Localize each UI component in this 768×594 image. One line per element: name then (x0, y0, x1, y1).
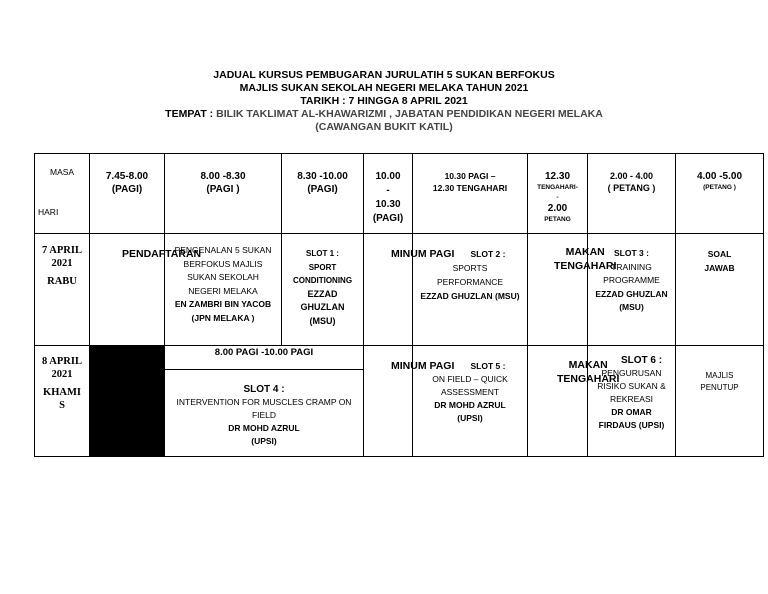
title-line-1: JADUAL KURSUS PEMBUGARAN JURULATIH 5 SUKAN BERFOKUS (213, 69, 555, 81)
table-row-divider (34, 233, 764, 234)
title-line-3: TARIKH : 7 HINGGA 8 APRIL 2021 (300, 95, 468, 107)
day2-time-range: 8.00 PAGI -10.00 PAGI (214, 347, 314, 358)
day1-slot1: SLOT 1 : SPORT CONDITIONING EZZAD GHUZLAN (MSU) (292, 249, 353, 326)
day1-minum-pagi: MINUM PAGI (391, 248, 455, 260)
time-slot-4: 10.00 - 10.30 (PAGI) (372, 171, 404, 224)
col-line (89, 153, 90, 457)
day1-slot3: SLOT 3 : TRAINING PROGRAMME EZZAD GHUZLAN (MSU) (595, 248, 668, 312)
day2-makan-tengahari: MAKAN TENGAHARI (557, 359, 620, 385)
day1-soal-jawab: SOAL JAWAB (704, 249, 735, 273)
time-slot-6: 12.30 TENGAHARI- - 2.00 PETANG (537, 171, 578, 223)
day2-minum-pagi: MINUM PAGI (391, 360, 455, 372)
table-row-divider (34, 345, 764, 346)
time-slot-8: 4.00 -5.00 (PETANG ) (696, 171, 743, 191)
slot4-divider (164, 369, 363, 370)
venue-label: TEMPAT : (165, 108, 214, 120)
blank-cell (89, 345, 164, 456)
col-line (675, 153, 676, 457)
hari-label: HARI (38, 207, 59, 217)
day2-majlis-penutup: MAJLIS PENUTUP (700, 371, 739, 392)
day2-slot6: SLOT 6 : PENGURUSAN RISIKO SUKAN & REKREASI DR OMAR FIRDAUS (UPSI) (597, 355, 666, 430)
day1-date: 7 APRIL 2021 RABU (42, 245, 82, 287)
day1-pendaftaran: PENDAFTARAN (122, 248, 202, 260)
table-border-bottom (34, 456, 764, 457)
table-border-top (34, 153, 764, 154)
venue-line (0, 108, 768, 120)
title-line-2: MAJLIS SUKAN SEKOLAH NEGERI MELAKA TAHUN 2021 (239, 82, 529, 94)
day2-slot4: SLOT 4 : INTERVENTION FOR MUSCLES CRAMP ON FIELD DR MOHD AZRUL (UPSI) (176, 384, 352, 446)
time-slot-7: 2.00 - 4.00 ( PETANG ) (607, 171, 656, 193)
day2-date: 8 APRIL 2021 KHAMI S (42, 356, 82, 411)
masa-label: MASA (50, 167, 75, 177)
time-slot-2: 8.00 -8.30 (PAGI ) (200, 171, 246, 195)
time-slot-3: 8.30 -10.00 (PAGI) (297, 171, 348, 195)
day2-slot5: SLOT 5 : ON FIELD – QUICK ASSESSMENT DR MOHD AZRUL (UPSI) (432, 361, 508, 423)
day1-makan-tengahari: MAKAN TENGAHARI (554, 246, 617, 272)
venue-value: BILIK TAKLIMAT AL-KHAWARIZMI , JABATAN PENDIDIKAN NEGERI MELAKA (213, 108, 603, 120)
day1-slot2: SLOT 2 : SPORTS PERFORMANCE EZZAD GHUZLAN (MSU) (420, 249, 520, 301)
venue-branch: (CAWANGAN BUKIT KATIL) (315, 121, 453, 133)
time-slot-1: 7.45-8.00 (PAGI) (105, 171, 149, 195)
col-line (763, 153, 764, 457)
day1-intro: PENGENALAN 5 SUKAN BERFOKUS MAJLIS SUKAN SEKOLAH NEGERI MELAKA EN ZAMBRI BIN YACOB (JPN MELAKA ) (174, 245, 272, 323)
time-slot-5: 10.30 PAGI – 12.30 TENGAHARI (432, 171, 508, 193)
